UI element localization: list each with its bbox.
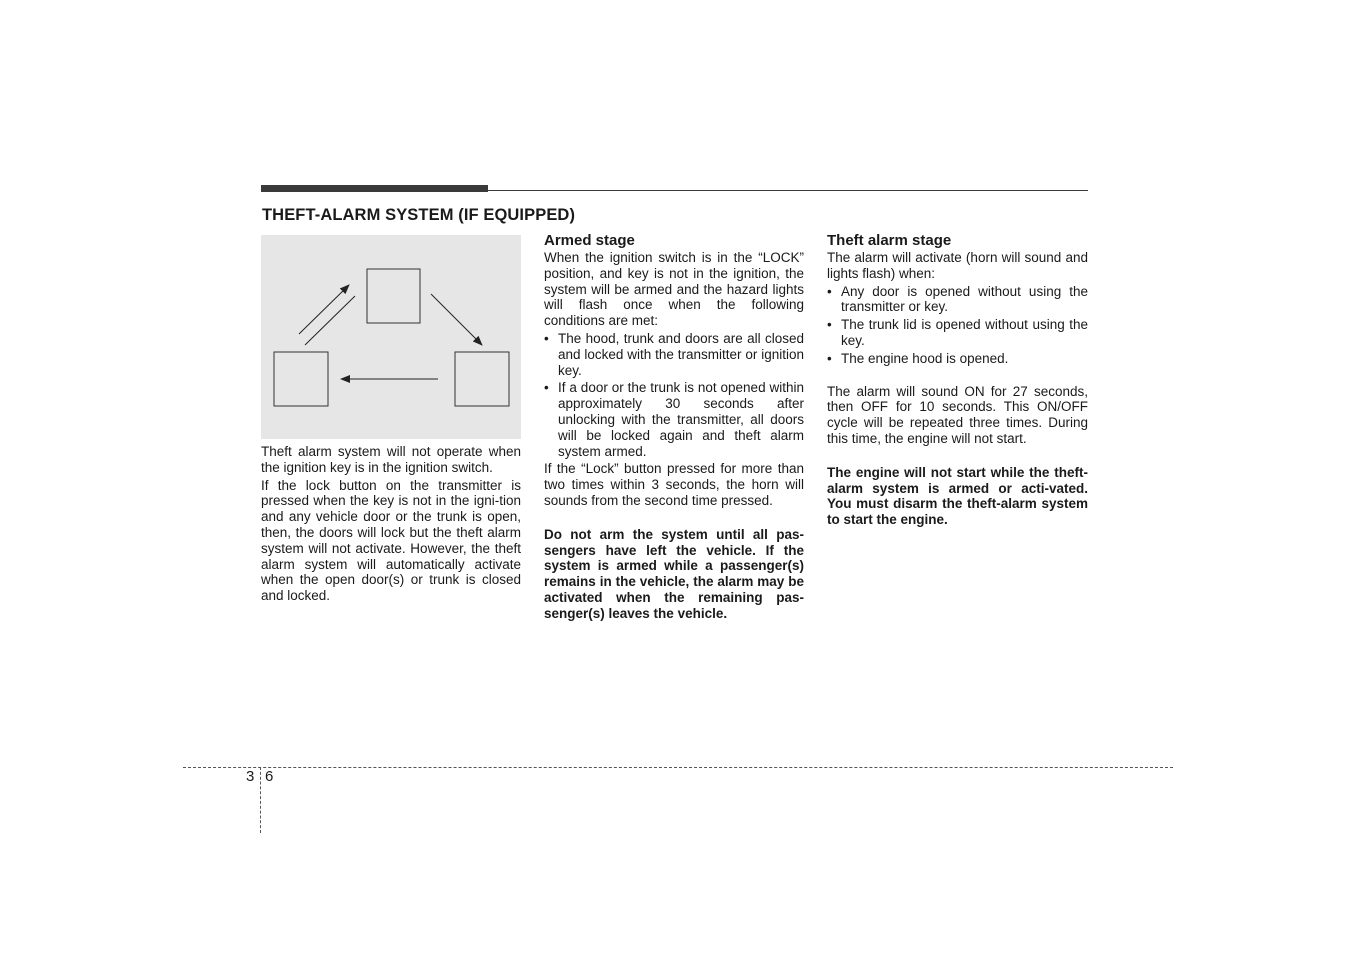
armed-condition-item: • If a door or the trunk is not opened within approximately 30 seconds after unlocking with the transmitter, all doors will be locked again and theft alarm system armed. (544, 380, 804, 459)
alarm-trigger-item: • Any door is opened without using the transmitter or key. (827, 284, 1088, 316)
armed-condition-item: • The hood, trunk and doors are all closed and locked with the transmitter or ignition key. (544, 331, 804, 378)
header-bar-accent (261, 185, 488, 192)
header-rule (488, 190, 1088, 191)
theft-alarm-intro: The alarm will activate (horn will sound and lights flash) when: (827, 250, 1088, 281)
page-number: 6 (265, 768, 274, 785)
alarm-trigger-item: • The engine hood is opened. (827, 351, 1088, 367)
diagram-svg (261, 235, 521, 439)
column-1 (261, 444, 521, 604)
footer-divider (260, 767, 261, 833)
arrow-top-to-right (431, 294, 482, 345)
theft-alarm-stage-heading: Theft alarm stage (827, 232, 952, 249)
alarm-stage-diagram (261, 235, 521, 439)
chapter-number: 3 (246, 768, 255, 785)
armed-warning: Do not arm the system until all pas-sengers have left the vehicle. If the system is armed while a passenger(s) remains in the vehicle, the alarm may be activated when the remaining pas-senger(s) leaves the vehicle. (544, 526, 804, 621)
lock-button-note: If the lock button on the transmitter is pressed when the key is not in the igni-tion and any vehicle door or the trunk is open, then, the doors will lock but the theft alarm system will not activate. However, the theft alarm system will automatically activate when the open door(s) or trunk is closed and locked. (261, 477, 521, 604)
armed-stage-heading: Armed stage (544, 232, 635, 249)
alarm-cycle-note: The alarm will sound ON for 27 seconds, then OFF for 10 seconds. This ON/OFF cycle will be repeated three times. During this time, the engine will not start. (827, 383, 1088, 446)
armed-stage-intro: When the ignition switch is in the “LOCK” position, and key is not in the ignition, the system will be armed and the hazard lights will flash once when the following conditions are met: (544, 250, 804, 329)
stage-box-right (455, 352, 509, 406)
column-3 (827, 232, 1088, 528)
ignition-note: Theft alarm system will not operate when the ignition key is in the ignition switch. (261, 444, 521, 475)
footer-rule (183, 767, 1173, 768)
stage-box-top (367, 269, 420, 323)
stage-box-left (274, 352, 328, 406)
column-2 (544, 232, 804, 622)
section-title: THEFT-ALARM SYSTEM (IF EQUIPPED) (262, 206, 576, 224)
engine-warning: The engine will not start while the theft-alarm system is armed or acti-vated. You must disarm the theft-alarm system to start the engine. (827, 464, 1088, 528)
lock-horn-note: If the “Lock” button pressed for more than two times within 3 seconds, the horn will sounds from the second time pressed. (544, 461, 804, 508)
alarm-trigger-item: • The trunk lid is opened without using the key. (827, 317, 1088, 349)
